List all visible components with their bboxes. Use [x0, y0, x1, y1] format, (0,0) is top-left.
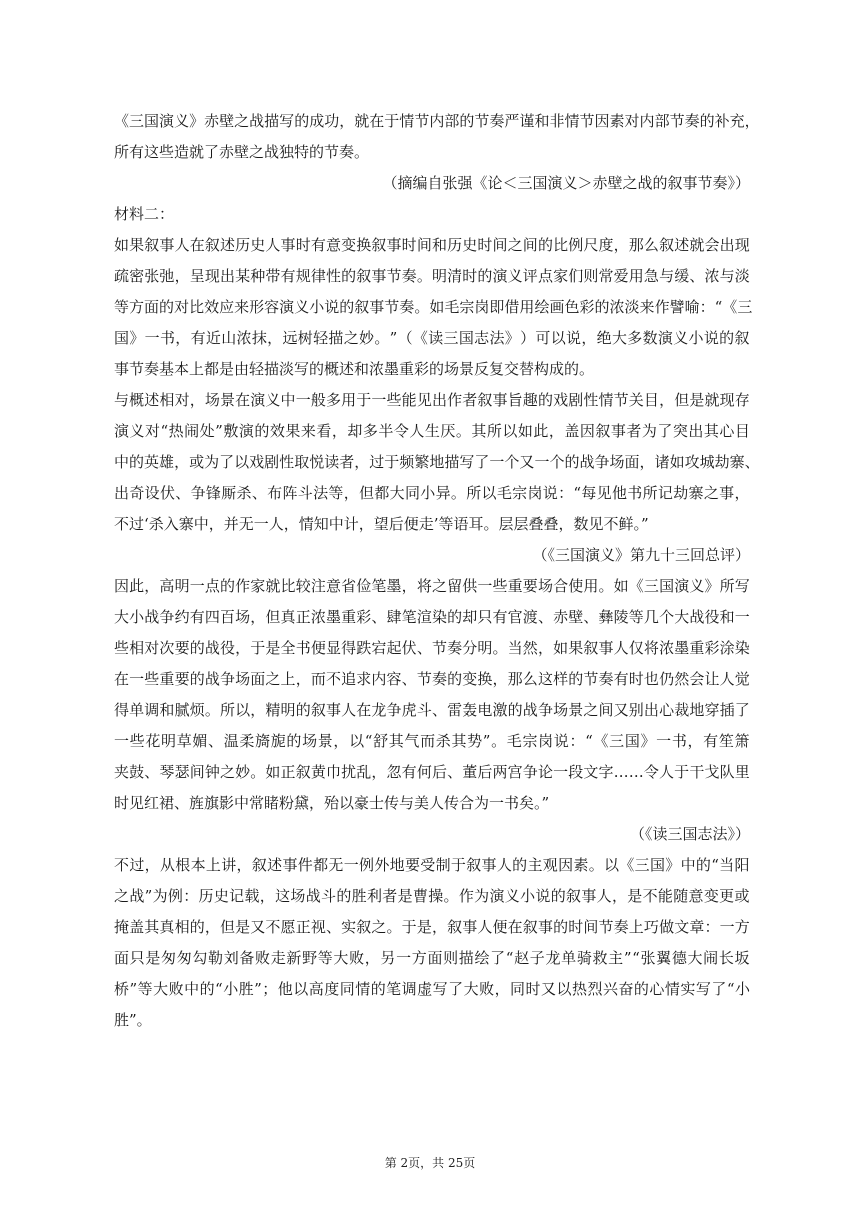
- text-line: 在 一 些 重 要 的 战 争 场 面 之 上 ， 而 不 追 求 内 容 、 节 奏 的 变 换 ， 那 么 这 样 的 节 奏 有 时 也 仍 然 会 让 人 觉: [114, 670, 750, 688]
- text-line: 出 奇 设 伏 、 争 锋 厮 杀 、 布 阵 斗 法 等 ， 但 都 大 同 小 异 。 所 以 毛 宗 岗 说 ： “ 每 见 他 书 所 记 劫 寨 之 事 ，: [114, 484, 750, 502]
- paragraph-economy-of-ink: [114, 571, 750, 819]
- text-line: （摘编自张强《论＜三国演义＞赤壁之战的叙事节奏》）: [382, 174, 750, 192]
- text-line: 国 》 一 书 ， 有 近 山 浓 抹 ， 远 树 轻 描 之 妙 。 ” （ 《 读 三 国 志 法 》 ） 可 以 说 ， 绝 大 多 数 演 义 小 说 的 叙: [114, 329, 750, 347]
- text-line: 时见红裙、旌旗影中常睹粉黛，殆以豪士传与美人传合为一书矣。”: [114, 794, 550, 812]
- text-line: 大 小 战 争 约 有 四 百 场 ， 但 真 正 浓 墨 重 彩 、 肆 笔 渲 染 的 却 只 有 官 渡 、 赤 壁 、 彝 陵 等 几 个 大 战 役 和 一: [114, 608, 750, 626]
- text-line: 材料二：: [114, 205, 175, 223]
- text-line: 演 义 对 “ 热 闹 处 ” 敷 演 的 效 果 来 看 ， 却 多 半 令 人 生 厌 。 其 所 以 如 此 ， 盖 因 叙 事 者 为 了 突 出 其 心 目: [114, 422, 750, 440]
- text-line: 《 三 国 演 义 》 赤 壁 之 战 描 写 的 成 功 ， 就 在 于 情 节 内 部 的 节 奏 严 谨 和 非 情 节 因 素 对 内 部 节 奏 的 补 充 ，: [114, 112, 760, 130]
- text-line: 一 些 花 明 草 媚 、 温 柔 旖 旎 的 场 景 ， 以 “ 舒 其 气 而 杀 其 势 ” 。 毛 宗 岗 说 ： “ 《 三 国 》 一 书 ， 有 笙 箫: [114, 732, 750, 750]
- text-line: 如 果 叙 事 人 在 叙 述 历 史 人 事 时 有 意 变 换 叙 事 时 间 和 历 史 时 间 之 间 的 比 例 尺 度 ， 那 么 叙 述 就 会 出 现: [114, 236, 750, 254]
- document-body: [114, 106, 760, 1036]
- paragraph-scene-vs-summary: [114, 385, 760, 540]
- text-line: 胜”。: [114, 1011, 152, 1029]
- source-dusanguozhifa: [114, 819, 750, 850]
- text-line: 事节奏基本上都是由轻描淡写的概述和浓墨重彩的场景反复交替构成的。: [114, 360, 595, 378]
- text-line: （《读三国志法》）: [629, 825, 750, 843]
- text-line: （《三国演义》第九十三回总评）: [532, 546, 750, 564]
- source-chapter-93: [114, 540, 750, 571]
- text-line: 面 只 是 匆 匆 勾 勒 刘 备 败 走 新 野 等 大 败 ， 另 一 方 面 则 描 绘 了 “ 赵 子 龙 单 骑 救 主 ” “ 张 翼 德 大 闹 长 坂: [114, 949, 750, 967]
- text-line: 之 战 ” 为 例 ： 历 史 记 载 ， 这 场 战 斗 的 胜 利 者 是 曹 操 。 作 为 演 义 小 说 的 叙 事 人 ， 是 不 能 随 意 变 更 或: [114, 887, 750, 905]
- material-two-heading: [114, 199, 750, 230]
- text-line: 疏 密 张 弛 ， 呈 现 出 某 种 带 有 规 律 性 的 叙 事 节 奏 。 明 清 时 的 演 义 评 点 家 们 则 常 爱 用 急 与 缓 、 浓 与 淡: [114, 267, 750, 285]
- text-line: 与 概 述 相 对 ， 场 景 在 演 义 中 一 般 多 用 于 一 些 能 见 出 作 者 叙 事 旨 趣 的 戏 剧 性 情 节 关 目 ， 但 是 就 现 存: [114, 391, 750, 409]
- text-line: 不 过 ， 从 根 本 上 讲 ， 叙 述 事 件 都 无 一 例 外 地 要 受 制 于 叙 事 人 的 主 观 因 素 。 以 《 三 国 》 中 的 “ 当 阳: [114, 856, 750, 874]
- text-line: 不过‘杀入寨中，并无一人，情知中计，望后便走’等语耳。层层叠叠，数见不鲜。”: [114, 515, 649, 533]
- text-line: 夹 鼓 、 琴 瑟 间 钟 之 妙 。 如 正 叙 黄 巾 扰 乱 ， 忽 有 何 后 、 董 后 两 宫 争 论 一 段 文 字 … … 令 人 于 干 戈 队 里: [114, 763, 750, 781]
- text-line: 得 单 调 和 腻 烦 。 所 以 ， 精 明 的 叙 事 人 在 龙 争 虎 斗 、 雷 轰 电 激 的 战 争 场 景 之 间 又 别 出 心 裁 地 穿 插 了: [114, 701, 750, 719]
- text-line: 掩 盖 其 真 相 的 ， 但 是 又 不 愿 正 视 、 实 叙 之 。 于 是 ， 叙 事 人 便 在 叙 事 的 时 间 节 奏 上 巧 做 文 章 ： 一 方: [114, 918, 750, 936]
- text-line: 些 相 对 次 要 的 战 役 ， 于 是 全 书 便 显 得 跌 宕 起 伏 、 节 奏 分 明 。 当 然 ， 如 果 叙 事 人 仅 将 浓 墨 重 彩 涂 染: [114, 639, 750, 657]
- text-line: 中 的 英 雄 ， 或 为 了 以 戏 剧 性 取 悦 读 者 ， 过 于 频 繁 地 描 写 了 一 个 又 一 个 的 战 争 场 面 ， 诸 如 攻 城 劫 寨 、: [114, 453, 760, 471]
- text-line: 因 此 ， 高 明 一 点 的 作 家 就 比 较 注 意 省 俭 笔 墨 ， 将 之 留 供 一 些 重 要 场 合 使 用 。 如 《 三 国 演 义 》 所 写: [114, 577, 750, 595]
- text-line: 所有这些造就了赤壁之战独特的节奏。: [114, 143, 370, 161]
- paragraph-dangyang-battle: [114, 850, 750, 1036]
- source-zhangqiang: [114, 168, 750, 199]
- paragraph-chibi-rhythm: [114, 106, 760, 168]
- text-line: 桥 ” 等 大 败 中 的 “ 小 胜 ” ； 他 以 高 度 同 情 的 笔 调 虚 写 了 大 败 ， 同 时 又 以 热 烈 兴 奋 的 心 情 实 写 了 “ 小: [114, 980, 750, 998]
- page-footer: 第 2页，共 25页: [384, 1156, 476, 1170]
- paragraph-narrative-proportion: [114, 230, 753, 385]
- text-line: 等 方 面 的 对 比 效 应 来 形 容 演 义 小 说 的 叙 事 节 奏 。 如 毛 宗 岗 即 借 用 绘 画 色 彩 的 浓 淡 来 作 譬 喻 ： “ 《 三: [114, 298, 753, 316]
